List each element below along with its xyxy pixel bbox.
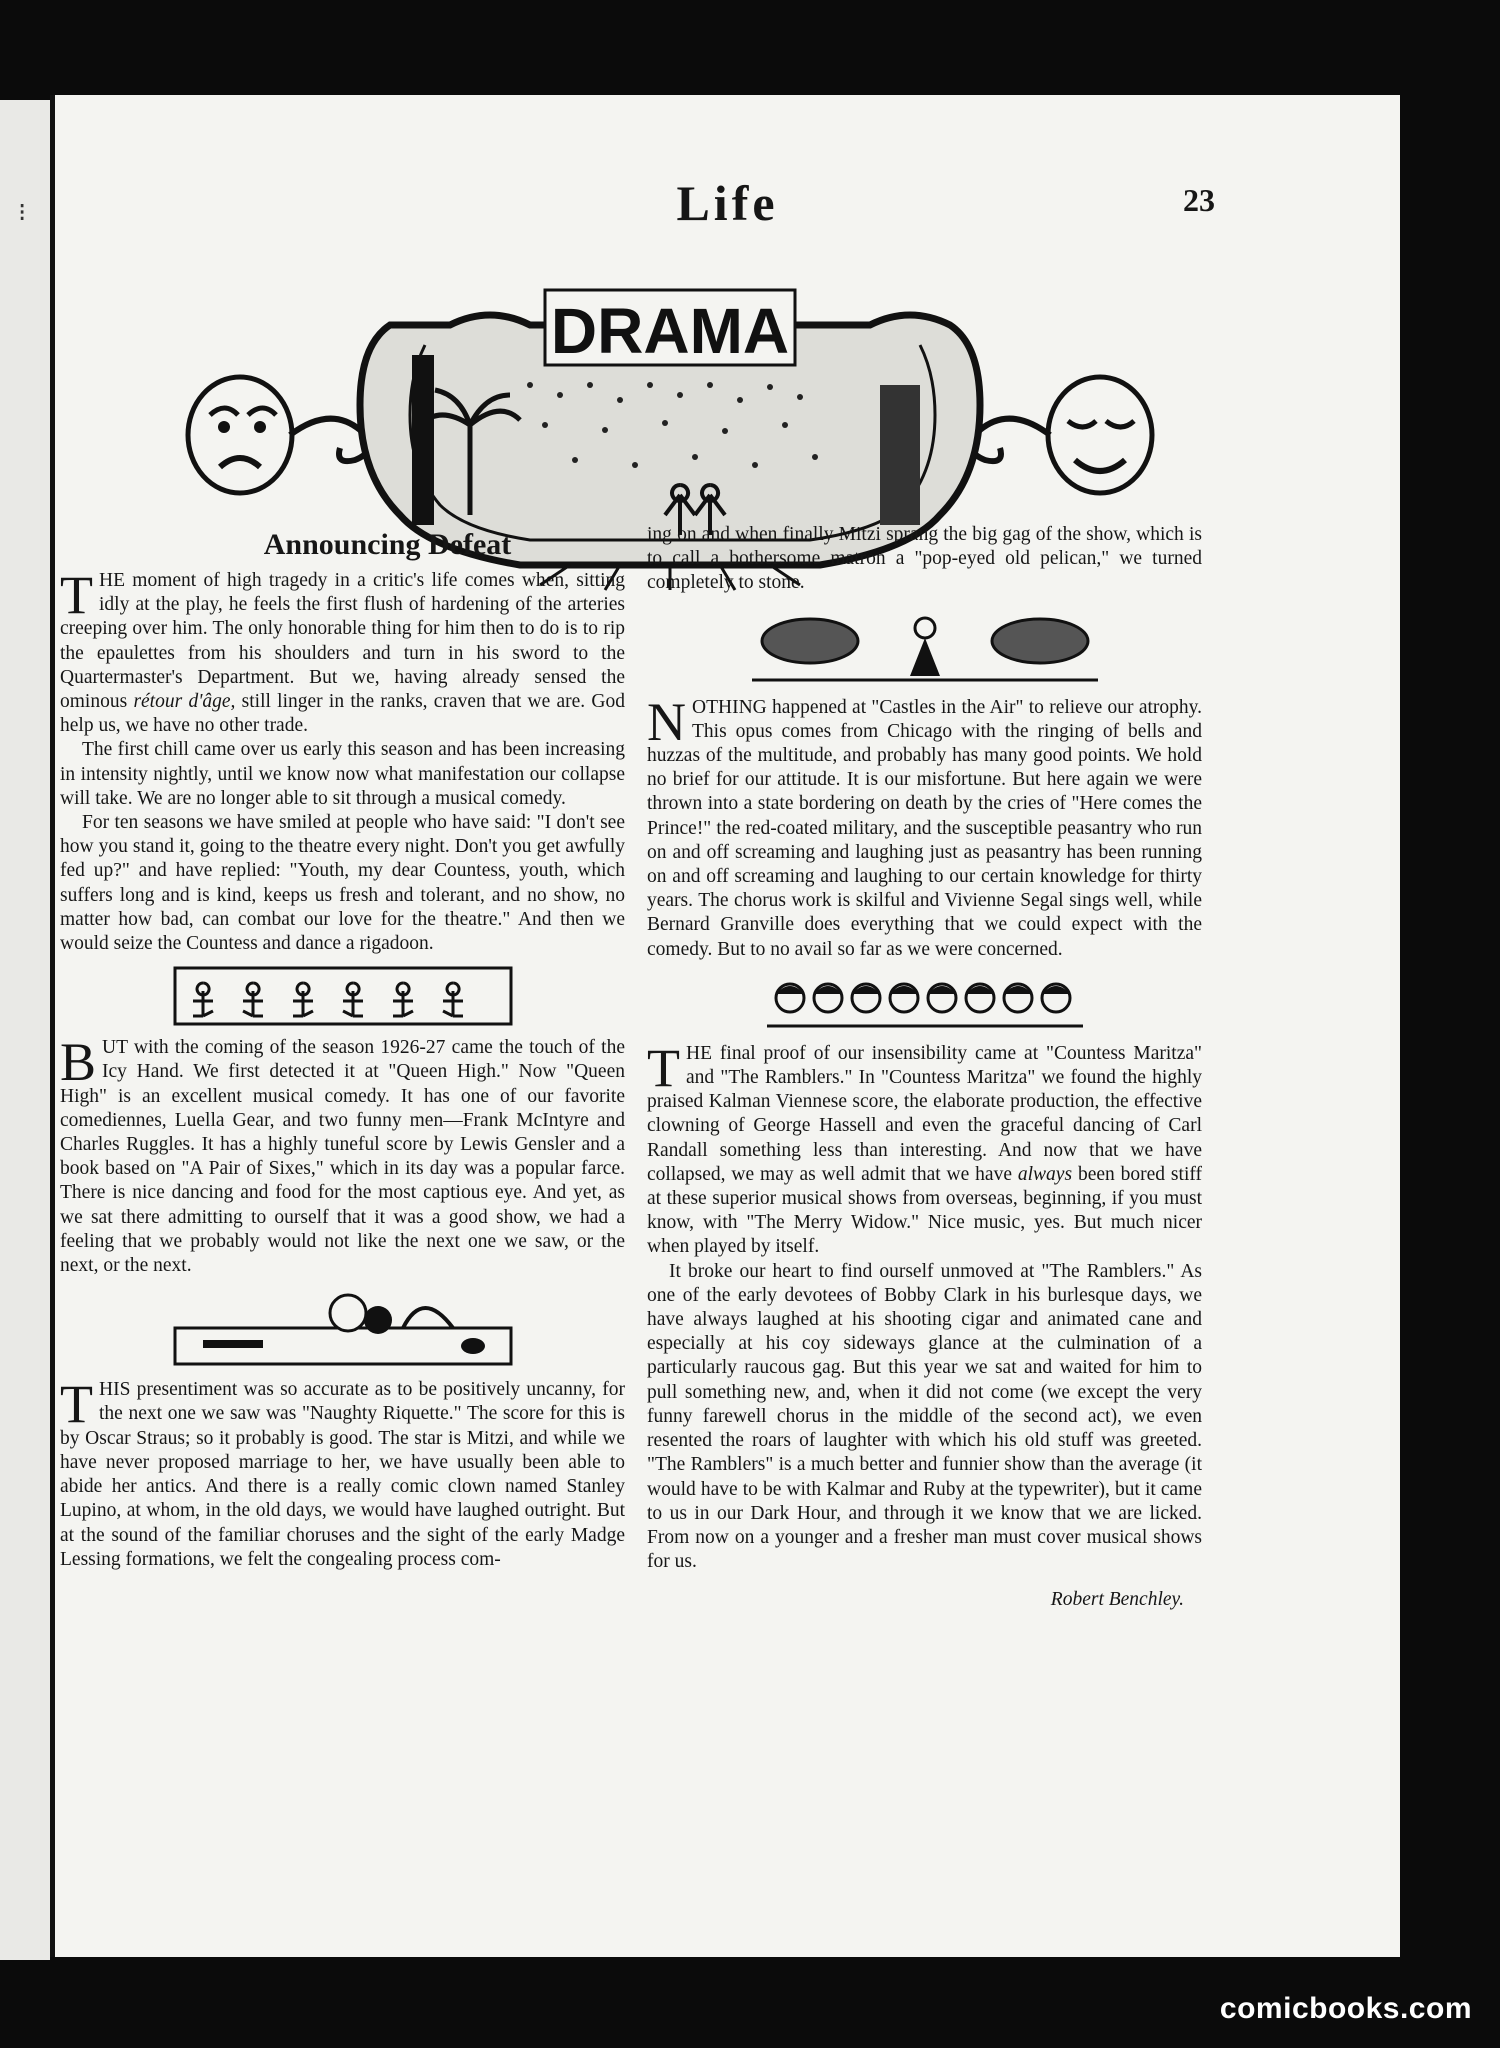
drop-cap: B [60, 1032, 97, 1093]
magazine-title: Life [676, 175, 779, 231]
paragraph: It broke our heart to find ourself unmoved at "The Ramblers." As one of the early devotees of Bobby Clark in his burlesque days, we have always laughed at his shooting cigar and animated cane and especially at his coy sideways glance at the culmination of a particularly raucous gag. But this year we sat and waited for him to pull something new, and, when it did not come (we except the very funny farewell chorus in the middle of the second act), we even resented the roars of laughter with which his old stuff was greeted. "The Ramblers" is a much better and funnier show than the average (it would have to be with Kalmar and Ruby at the typewriter), but it came to us in our Dark Hour, and through it we know that we are licked. From now on a younger and a fresher man must cover musical shows for us. [647, 1260, 1202, 1573]
magazine-page [50, 95, 1400, 1957]
left-column [60, 523, 625, 1572]
comedy-mask-icon [971, 377, 1152, 493]
drop-cap: T [60, 1374, 93, 1435]
paragraph: For ten seasons we have smiled at people who have said: "I don't see how you stand it, going to the theatre every night. Don't you get awfully fed up?" and have replied: "Youth, my dear Countess, youth, which suffers long and is kind, keeps us fresh and tolerant, and no show, no matter how bad, can combat our love for the theatre." And then we would seize the Countess and dance a rigadoon. [60, 812, 625, 955]
page-number: 23 [1183, 182, 1215, 218]
peacock-and-figure-illustration [750, 606, 1100, 686]
site-watermark: comicbooks.com [1219, 1992, 1472, 2025]
chorus-girls-illustration [765, 972, 1085, 1032]
paragraph: THE final proof of our insensibility came at "Countess Maritza" and "The Ramblers." In "Countess Maritza" we found the highly praised Kalman Viennese score, the elaborate production, the effective clowning of George Hassell and even the graceful dancing of Carl Randall something less than interesting. And now that we have collapsed, we may as well admit that we have always been bored stiff at these superior musical shows from overseas, beginning, if you must know, with "The Merry Widow." Nice music, yes. But much nicer when played by itself. [647, 1037, 1202, 1258]
tragedy-mask-icon [188, 377, 369, 493]
paragraph: ing on and when finally Mitzi sprang the big gag of the show, which is to call a bothersome matron a "pop-eyed old pelican," we turned completely to stone. [647, 524, 1202, 594]
clown-illustration [173, 1288, 513, 1368]
paragraph: The first chill came over us early this season and has been increasing in intensity nightly, until we know now what manifestation our collapse will take. We are no longer able to sit through a musical comedy. [60, 739, 625, 809]
banner-heading: DRAMA [550, 295, 790, 367]
author-signature: Robert Benchley. [1050, 1589, 1184, 1611]
paragraph: THE moment of high tragedy in a critic's life comes when, sitting idly at the play, he feels the first flush of hardening of the arteries creeping over him. The only honorable thing for him then to do is to rip the epaulettes from his shoulders and turn in his sword to the Quartermaster's Department. But we, having already sensed the ominous rétour d'âge, still linger in the ranks, craven that we are. God help us, we have no other trade. [60, 565, 626, 737]
article-title: Announcing Defeat [263, 528, 512, 561]
previous-page-edge [0, 100, 50, 1960]
dancing-chorus-illustration [173, 966, 513, 1026]
drop-cap: T [60, 565, 93, 625]
paragraph: THIS presentiment was so accurate as to be positively uncanny, for the next one we saw was "Naughty Riquette." The score for this is by Oscar Straus; so it probably is good. The star is Mitzi, and while we have never proposed marriage to her, we have usually been able to abide her antics. And there is a really comic clown named Stanley Lupino, at whom, in the old days, we would have laughed outright. But at the sound of the familiar choruses and the sight of the early Madge Lessing formations, we felt the congealing process com- [60, 1374, 625, 1570]
right-column [647, 523, 1202, 1613]
paragraph: NOTHING happened at "Castles in the Air" to relieve our atrophy. This opus comes from Chicago with the ringing of bells and huzzas of the multitude, and probably has many good points. We hold no brief for our attitude. It is our misfortune. But here again we were thrown into a state bordering on death by the cries of "Here comes the Prince!" the red-coated military, and the susceptible peasantry who run on and off screaming and laughing just as peasantry has been running on and off screaming and laughing to our certain knowledge for thirty years. The chorus work is skilful and Vivienne Segal sings well, while Bernard Granville does everything that we could expect with the comedy. But to no avail so far as we were concerned. [647, 691, 1202, 960]
drop-cap: T [647, 1037, 680, 1098]
paragraph: BUT with the coming of the season 1926-27 came the touch of the Icy Hand. We first detected it at "Queen High." Now "Queen High" is an excellent musical comedy. It has one of our favorite comediennes, Luella Gear, and two funny men—Frank McIntyre and Charles Ruggles. It has a highly tuneful score by Lewis Gensler and a book based on "A Pair of Sixes," which in its day was a popular farce. There is nice dancing and food for the most captious eye. And yet, as we sat there admitting to ourself that it was a good show, we had a feeling that we probably would not like the next one we saw, or the next, or the next. [60, 1032, 625, 1277]
edge-fragment: ⁝ [18, 198, 27, 227]
drop-cap: N [647, 691, 686, 752]
